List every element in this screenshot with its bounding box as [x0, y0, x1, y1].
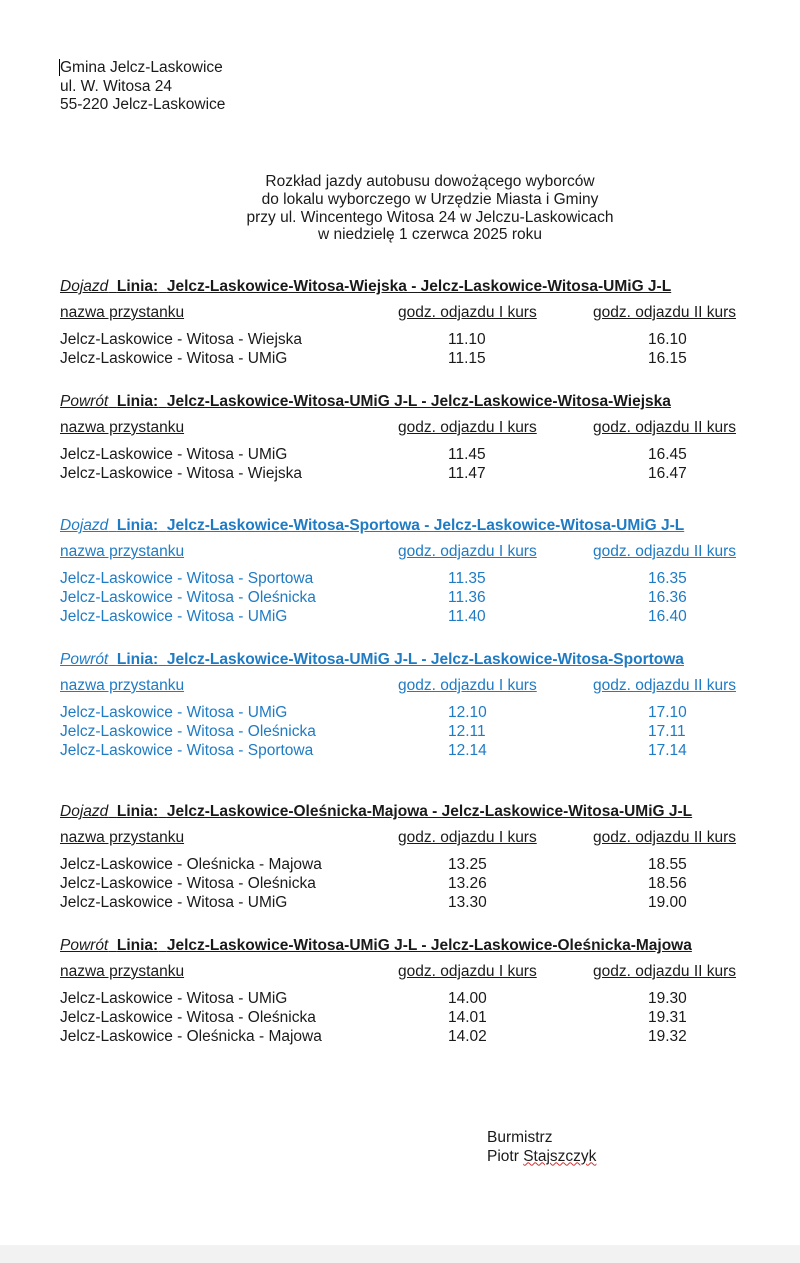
signature-first-name: Piotr: [487, 1147, 519, 1165]
schedule-section: [60, 393, 760, 483]
first-departure: 13.25: [448, 856, 487, 873]
window-bottom-bar: [0, 1245, 800, 1263]
col-first-header: godz. odjazdu I kurs: [398, 963, 537, 980]
first-departure: 12.14: [448, 742, 487, 759]
schedule-section: [60, 803, 760, 912]
stop-name: Jelcz-Laskowice - Witosa - Sportowa: [60, 570, 314, 587]
first-departure: 14.02: [448, 1028, 487, 1045]
first-departure: 13.26: [448, 875, 487, 892]
schedule-section: [60, 937, 760, 1046]
schedule-section: [60, 278, 760, 368]
address-line-1: Gmina Jelcz-Laskowice: [60, 59, 223, 76]
second-departure: 17.10: [648, 704, 687, 721]
first-departure: 11.35: [448, 570, 486, 587]
first-departure: 12.11: [448, 723, 486, 740]
first-departure: 12.10: [448, 704, 487, 721]
column-headers: [60, 542, 760, 561]
line-label: Linia:: [116, 937, 159, 954]
direction-label: Dojazd: [60, 803, 109, 820]
route-name: Jelcz-Laskowice-Witosa-UMiG J-L - Jelcz-Laskowice-Witosa-Wiejska: [166, 393, 671, 410]
second-departure: 18.56: [648, 875, 687, 892]
col-first-header: godz. odjazdu I kurs: [398, 829, 537, 846]
second-departure: 18.55: [648, 856, 687, 873]
stop-name: Jelcz-Laskowice - Witosa - Sportowa: [60, 742, 314, 759]
title-line-2: do lokalu wyborczego w Urzędzie Miasta i Gminy: [261, 190, 599, 208]
stop-name: Jelcz-Laskowice - Witosa - Wiejska: [60, 331, 303, 348]
table-row: [60, 741, 760, 760]
first-departure: 11.45: [448, 446, 486, 463]
signature-role: Burmistrz: [487, 1129, 553, 1146]
column-headers: [60, 828, 760, 847]
direction-label: Powrót: [60, 937, 109, 954]
stop-name: Jelcz-Laskowice - Witosa - Oleśnicka: [60, 589, 316, 606]
table-row: [60, 349, 760, 368]
first-departure: 13.30: [448, 894, 487, 911]
stop-name: Jelcz-Laskowice - Witosa - Oleśnicka: [60, 723, 316, 740]
col-stop-header: nazwa przystanku: [60, 677, 185, 694]
col-stop-header: nazwa przystanku: [60, 829, 185, 846]
line-label: Linia:: [116, 517, 159, 534]
stop-name: Jelcz-Laskowice - Witosa - UMiG: [60, 608, 288, 625]
direction-label: Dojazd: [60, 278, 109, 295]
first-departure: 11.15: [448, 350, 486, 367]
line-label: Linia:: [116, 393, 159, 410]
col-stop-header: nazwa przystanku: [60, 304, 185, 321]
schedule-section: [60, 517, 760, 626]
stop-name: Jelcz-Laskowice - Witosa - Oleśnicka: [60, 1009, 316, 1026]
stop-name: Jelcz-Laskowice - Oleśnicka - Majowa: [60, 1028, 322, 1045]
title-line-1: Rozkład jazdy autobusu dowożącego wyborców: [265, 173, 595, 190]
table-row: [60, 445, 760, 464]
first-departure: 11.36: [448, 589, 486, 606]
col-stop-header: nazwa przystanku: [60, 963, 185, 980]
col-first-header: godz. odjazdu I kurs: [398, 419, 537, 436]
stop-name: Jelcz-Laskowice - Witosa - UMiG: [60, 704, 288, 721]
table-row: [60, 464, 760, 483]
line-label: Linia:: [116, 651, 159, 668]
route-heading: [60, 651, 760, 669]
document-title: [0, 173, 800, 244]
second-departure: 17.11: [648, 723, 686, 740]
first-departure: 11.10: [448, 331, 486, 348]
second-departure: 19.00: [648, 894, 687, 911]
line-label: Linia:: [116, 278, 159, 295]
second-departure: 16.35: [648, 570, 687, 587]
second-departure: 16.47: [648, 465, 687, 482]
table-row: [60, 569, 760, 588]
column-headers: [60, 962, 760, 981]
table-row: [60, 330, 760, 349]
schedule-section: [60, 651, 760, 760]
address-line-2: ul. W. Witosa 24: [60, 77, 172, 95]
stop-name: Jelcz-Laskowice - Witosa - UMiG: [60, 350, 288, 367]
signature-last-name: Stajszczyk: [523, 1147, 597, 1165]
stop-name: Jelcz-Laskowice - Witosa - UMiG: [60, 990, 288, 1007]
route-name: Jelcz-Laskowice-Witosa-Sportowa - Jelcz-Laskowice-Witosa-UMiG J-L: [166, 517, 685, 534]
route-name: Jelcz-Laskowice-Witosa-UMiG J-L - Jelcz-Laskowice-Oleśnicka-Majowa: [166, 937, 692, 954]
table-row: [60, 989, 760, 1008]
col-second-header: godz. odjazdu II kurs: [593, 963, 737, 980]
stop-name: Jelcz-Laskowice - Oleśnicka - Majowa: [60, 856, 322, 873]
direction-label: Powrót: [60, 393, 109, 410]
direction-label: Dojazd: [60, 517, 109, 534]
line-label: Linia:: [116, 803, 159, 820]
table-row: [60, 588, 760, 607]
second-departure: 16.10: [648, 331, 687, 348]
column-headers: [60, 418, 760, 437]
col-second-header: godz. odjazdu II kurs: [593, 677, 737, 694]
table-row: [60, 1027, 760, 1046]
stop-name: Jelcz-Laskowice - Witosa - Wiejska: [60, 465, 303, 482]
col-first-header: godz. odjazdu I kurs: [398, 677, 537, 694]
second-departure: 19.31: [648, 1009, 687, 1026]
title-line-3: przy ul. Wincentego Witosa 24 w Jelczu-Laskowicach: [246, 208, 614, 226]
route-heading: [60, 517, 760, 535]
table-row: [60, 874, 760, 893]
column-headers: [60, 676, 760, 695]
table-row: [60, 855, 760, 874]
title-line-4: w niedzielę 1 czerwca 2025 roku: [317, 226, 542, 244]
second-departure: 19.32: [648, 1028, 687, 1045]
column-headers: [60, 303, 760, 322]
route-name: Jelcz-Laskowice-Witosa-UMiG J-L - Jelcz-Laskowice-Witosa-Sportowa: [166, 651, 684, 668]
table-row: [60, 607, 760, 626]
route-name: Jelcz-Laskowice-Witosa-Wiejska - Jelcz-Laskowice-Witosa-UMiG J-L: [166, 278, 672, 295]
table-row: [60, 1008, 760, 1027]
route-heading: [60, 393, 760, 411]
first-departure: 11.47: [448, 465, 486, 482]
table-row: [60, 703, 760, 722]
col-second-header: godz. odjazdu II kurs: [593, 304, 737, 321]
second-departure: 17.14: [648, 742, 687, 759]
col-first-header: godz. odjazdu I kurs: [398, 543, 537, 560]
signature-block: [487, 1129, 596, 1166]
stop-name: Jelcz-Laskowice - Witosa - UMiG: [60, 446, 288, 463]
sender-address: [60, 59, 225, 115]
col-second-header: godz. odjazdu II kurs: [593, 543, 737, 560]
col-first-header: godz. odjazdu I kurs: [398, 304, 537, 321]
first-departure: 11.40: [448, 608, 486, 625]
second-departure: 16.40: [648, 608, 687, 625]
table-row: [60, 893, 760, 912]
second-departure: 16.45: [648, 446, 687, 463]
route-heading: [60, 937, 760, 955]
col-second-header: godz. odjazdu II kurs: [593, 419, 737, 436]
table-row: [60, 722, 760, 741]
second-departure: 19.30: [648, 990, 687, 1007]
direction-label: Powrót: [60, 651, 109, 668]
stop-name: Jelcz-Laskowice - Witosa - UMiG: [60, 894, 288, 911]
route-name: Jelcz-Laskowice-Oleśnicka-Majowa - Jelcz-Laskowice-Witosa-UMiG J-L: [166, 803, 693, 820]
first-departure: 14.00: [448, 990, 487, 1007]
route-heading: [60, 278, 760, 296]
col-second-header: godz. odjazdu II kurs: [593, 829, 737, 846]
address-line-3: 55-220 Jelcz-Laskowice: [60, 96, 226, 113]
route-heading: [60, 803, 760, 821]
col-stop-header: nazwa przystanku: [60, 419, 185, 436]
second-departure: 16.15: [648, 350, 687, 367]
stop-name: Jelcz-Laskowice - Witosa - Oleśnicka: [60, 875, 316, 892]
col-stop-header: nazwa przystanku: [60, 543, 185, 560]
second-departure: 16.36: [648, 589, 687, 606]
signature-name: [487, 1148, 596, 1167]
first-departure: 14.01: [448, 1009, 487, 1026]
